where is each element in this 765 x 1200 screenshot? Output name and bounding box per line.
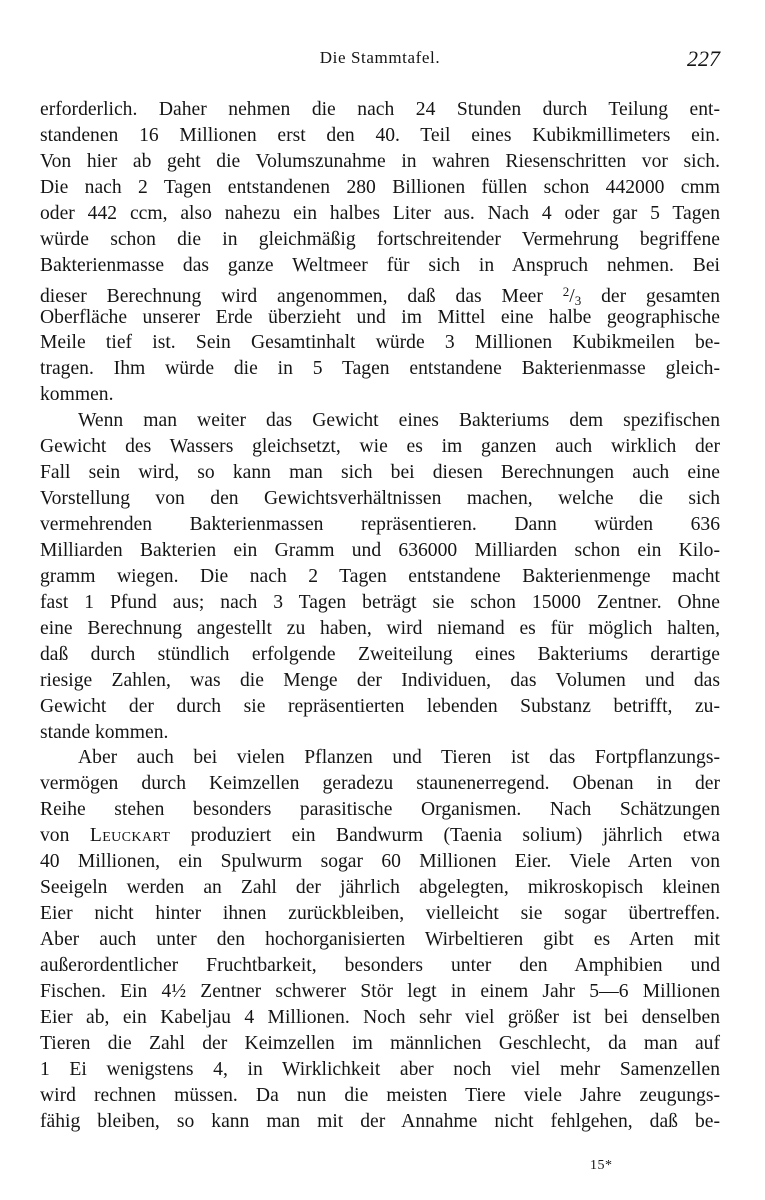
fraction-denominator: 3 — [574, 292, 582, 308]
text-line: daß durch stündlich erfolgende Zweiteilung eines Bakteriums derartige — [40, 643, 720, 665]
line-part: Zentner schwerer Stör legt in einem Jahr 5—6 Millionen — [186, 980, 721, 1002]
text-line: vermögen durch Keimzellen geradezu staunenerregend. Obenan in der — [40, 773, 720, 795]
text-line: standenen 16 Millionen erst den 40. Teil eines Kubikmillimeters ein. — [40, 124, 720, 146]
text-line: Fall sein wird, so kann man sich bei diesen Berechnungen auch eine — [40, 462, 720, 484]
text-line: gramm wiegen. Die nach 2 Tagen entstandene Bakterienmenge macht — [40, 565, 720, 587]
mixed-fraction: ½ — [171, 980, 187, 1002]
paragraph-2 — [40, 408, 720, 745]
text-line: tragen. Ihm würde die in 5 Tagen entstandene Bakterienmasse gleich- — [40, 358, 720, 380]
running-title: Die Stammtafel. — [319, 48, 441, 67]
text-line: stande kommen. — [40, 721, 169, 743]
text-line: außerordentlicher Fruchtbarkeit, besonders unter den Amphibien und — [40, 954, 720, 976]
text-line: Vorstellung von den Gewichtsverhältnissen machen, welche die sich — [40, 488, 720, 510]
paragraph-1 — [40, 97, 720, 408]
line-part: produziert ein Bandwurm (Taenia solium) jährlich etwa — [170, 825, 720, 847]
text-line: fähig bleiben, so kann man mit der Annahme nicht fehlgehen, daß be- — [40, 1110, 720, 1132]
text-line — [40, 979, 720, 1005]
text-line: riesige Zahlen, was die Menge der Individuen, das Volumen und das — [40, 669, 720, 691]
text-line: Gewicht der durch sie repräsentierten lebenden Substanz betrifft, zu- — [40, 695, 720, 717]
text-line: Tieren die Zahl der Keimzellen im männlichen Geschlecht, da man auf — [40, 1032, 720, 1054]
text-line: Seeigeln werden an Zahl der jährlich abgelegten, mikroskopisch kleinen — [40, 877, 720, 899]
text-line: kommen. — [40, 384, 114, 406]
fraction-numerator: 2 — [562, 283, 570, 299]
text-line: Reihe stehen besonders parasitische Organismen. Nach Schätzungen — [40, 799, 720, 821]
text-line: 1 Ei wenigstens 4, in Wirklichkeit aber noch viel mehr Samenzellen — [40, 1058, 720, 1080]
line-part: von — [40, 825, 90, 847]
page-header — [40, 44, 720, 74]
text-line: Eier ab, ein Kabeljau 4 Millionen. Noch sehr viel größer ist bei denselben — [40, 1006, 720, 1028]
text-line: Gewicht des Wassers gleichsetzt, wie es im ganzen auch wirklich der — [40, 436, 720, 458]
text-line: oder 442 ccm, also nahezu ein halbes Liter aus. Nach 4 oder gar 5 Tagen — [40, 202, 720, 224]
page-number: 227 — [687, 46, 720, 71]
text-line: würde schon die in gleichmäßig fortschreitender Vermehrung begriffene — [40, 228, 720, 250]
author-name: Leuckart — [89, 825, 171, 847]
text-line: Aber auch bei vielen Pflanzen und Tieren ist das Fortpflanzungs- — [78, 747, 720, 769]
text-line — [40, 823, 720, 849]
text-line: Wenn man weiter das Gewicht eines Bakteriums dem spezifischen — [78, 410, 720, 432]
text-line: Eier nicht hinter ihnen zurückbleiben, vielleicht sie sogar übertreffen. — [40, 903, 720, 925]
text-line: Meile tief ist. Sein Gesamtinhalt würde 3 Millionen Kubikmeilen be- — [40, 332, 720, 354]
text-line: eine Berechnung angestellt zu haben, wird niemand es für möglich halten, — [40, 617, 720, 639]
text-line: Aber auch unter den hochorganisierten Wirbeltieren gibt es Arten mit — [40, 929, 720, 950]
line-part: der gesamten — [581, 285, 720, 307]
text-line: vermehrenden Bakterienmassen repräsentieren. Dann würden 636 — [40, 514, 720, 535]
body-text — [40, 97, 720, 1135]
fraction-slash: / — [569, 285, 575, 307]
line-part: dieser Berechnung wird angenommen, daß das Meer — [40, 285, 563, 307]
text-line: wird rechnen müssen. Da nun die meisten Tiere viele Jahre zeugungs- — [40, 1084, 720, 1106]
text-line: 40 Millionen, ein Spulwurm sogar 60 Millionen Eier. Viele Arten von — [40, 851, 720, 873]
text-line — [40, 279, 720, 308]
text-line: fast 1 Pfund aus; nach 3 Tagen beträgt sie schon 15000 Zentner. Ohne — [40, 591, 720, 613]
text-line: Die nach 2 Tagen entstandenen 280 Billionen füllen schon 442000 cmm — [40, 176, 720, 198]
signature-mark: 15* — [590, 1158, 613, 1173]
text-line: Bakterienmasse das ganze Weltmeer für sich in Anspruch nehmen. Bei — [40, 254, 720, 276]
paragraph-3 — [40, 745, 720, 1134]
text-line: erforderlich. Daher nehmen die nach 24 Stunden durch Teilung ent- — [40, 99, 720, 120]
text-line: Oberfläche unserer Erde überzieht und im Mittel eine halbe geographische — [40, 306, 720, 328]
text-line: Von hier ab geht die Volumszunahme in wahren Riesenschritten vor sich. — [40, 150, 720, 172]
line-part: Fischen. Ein 4 — [40, 980, 172, 1002]
text-line: Milliarden Bakterien ein Gramm und 636000 Milliarden schon ein Kilo- — [40, 539, 720, 561]
